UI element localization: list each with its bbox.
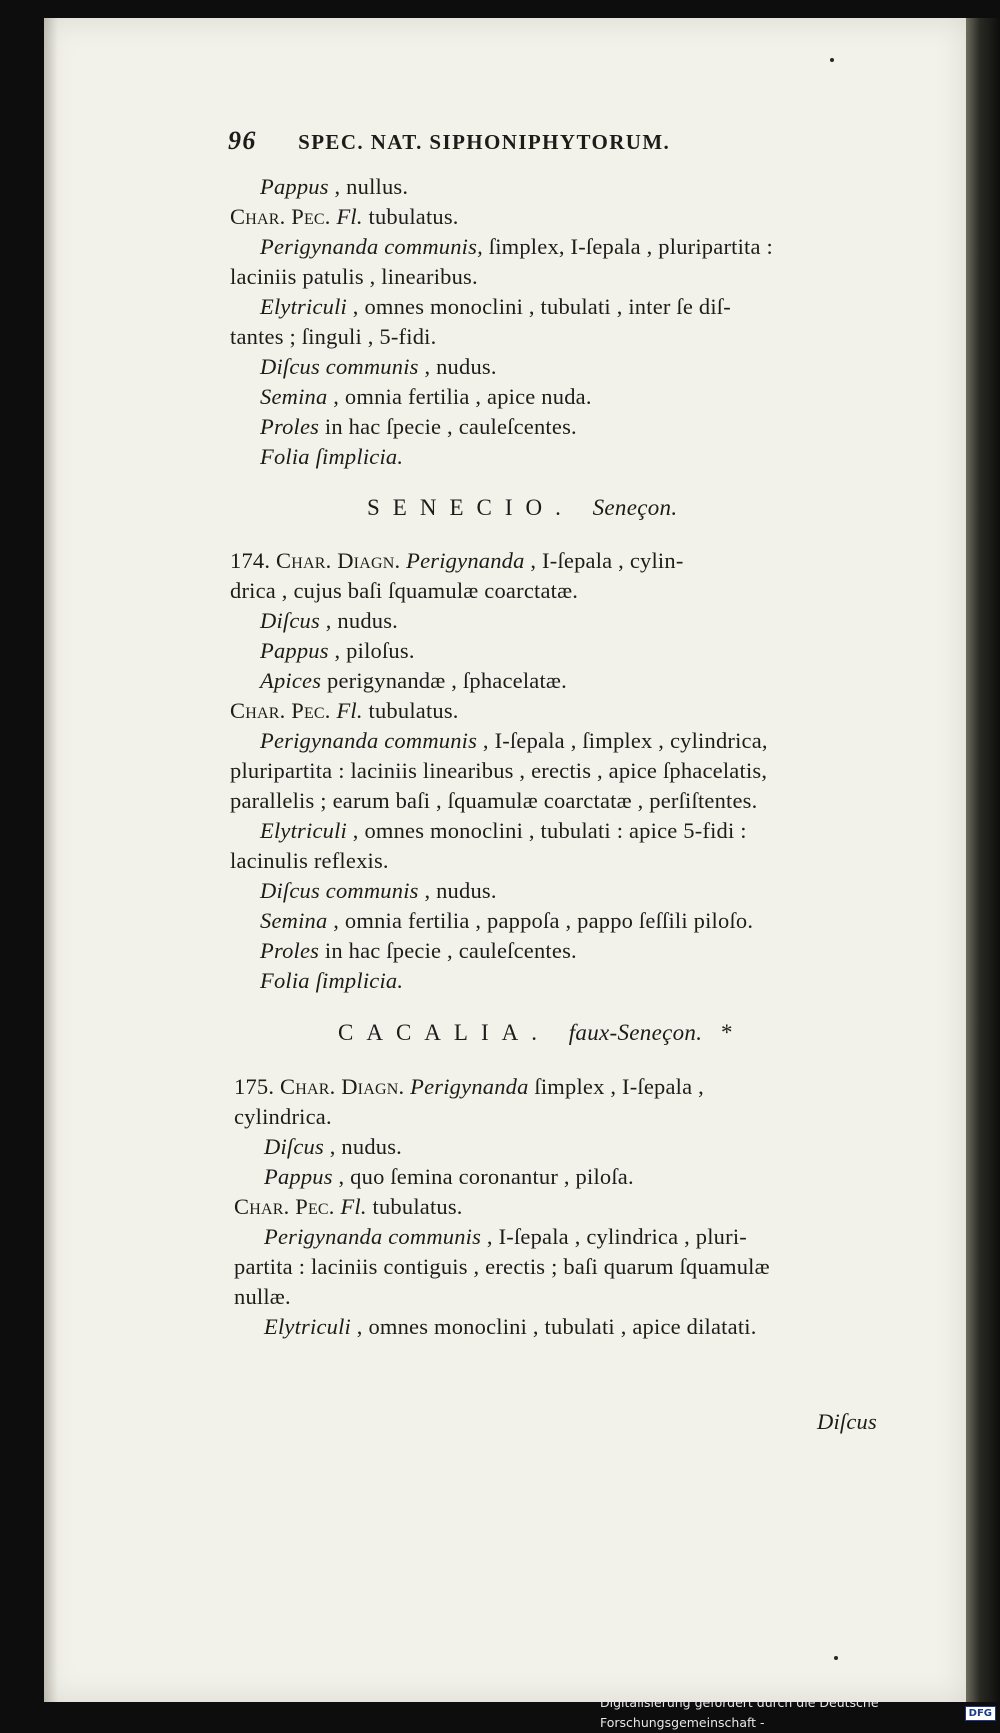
text-line xyxy=(234,1192,463,1222)
book-page xyxy=(44,18,966,1702)
text-segment: , omnes monoclini , tubulati , inter ſe diſ- xyxy=(346,294,731,319)
italic-term: Pappus xyxy=(260,638,329,663)
italic-term: Seneçon. xyxy=(592,495,678,520)
text-line xyxy=(260,292,731,322)
italic-term: Elytriculi xyxy=(260,818,347,843)
italic-term: Diſcus xyxy=(260,608,320,633)
italic-term: Diſcus communis xyxy=(260,354,419,379)
ink-speck xyxy=(830,58,834,62)
italic-term: Fl. xyxy=(336,204,363,229)
text-line xyxy=(260,936,577,966)
text-segment: CACALIA. xyxy=(338,1020,569,1045)
text-segment: in hac ſpecie , cauleſcentes. xyxy=(319,938,577,963)
italic-term: Apices xyxy=(260,668,322,693)
italic-term: Perigynanda communis, xyxy=(260,234,483,259)
text-line xyxy=(260,966,403,996)
text-segment: , piloſus. xyxy=(328,638,415,663)
text-line xyxy=(264,1162,634,1192)
genus-heading xyxy=(367,493,677,523)
text-segment: laciniis patulis , linearibus. xyxy=(230,264,478,289)
text-line xyxy=(230,322,436,352)
smallcaps-label: Char. Diagn. xyxy=(276,548,407,573)
italic-term: Proles xyxy=(260,414,320,439)
text-line xyxy=(230,546,684,576)
text-segment: * xyxy=(702,1020,746,1045)
italic-term: Semina xyxy=(260,908,328,933)
text-line xyxy=(264,1312,757,1342)
text-segment: , quo ſemina coronantur , piloſa. xyxy=(332,1164,634,1189)
text-line xyxy=(260,666,567,696)
text-line xyxy=(234,1252,770,1282)
text-line xyxy=(260,816,747,846)
text-line xyxy=(230,262,478,292)
italic-term: Perigynanda xyxy=(410,1074,529,1099)
text-segment: lacinulis reflexis. xyxy=(230,848,389,873)
genus-heading xyxy=(338,1018,746,1048)
text-segment: cylindrica. xyxy=(234,1104,332,1129)
text-segment: tantes ; ſinguli , 5-fidi. xyxy=(230,324,437,349)
italic-term: Fl. xyxy=(336,698,363,723)
text-segment: , nudus. xyxy=(418,354,497,379)
text-segment: ſimplex , I-ſepala , xyxy=(528,1074,704,1099)
page-number: 96 xyxy=(228,126,257,155)
italic-term: Diſcus xyxy=(264,1134,324,1159)
smallcaps-label: Char. Pec. xyxy=(234,1194,341,1219)
italic-term: Perigynanda xyxy=(406,548,525,573)
text-segment: , nudus. xyxy=(319,608,399,633)
italic-term: faux-Seneçon. xyxy=(568,1020,703,1045)
text-line xyxy=(260,232,773,262)
italic-term: Elytriculi xyxy=(260,294,347,319)
text-segment: 175. xyxy=(234,1074,280,1099)
smallcaps-label: Char. Pec. xyxy=(230,698,337,723)
text-segment: SENECIO. xyxy=(367,495,593,520)
italic-term: Perigynanda communis xyxy=(260,728,478,753)
catchword: Diſcus xyxy=(817,1409,877,1434)
italic-term: Perigynanda communis xyxy=(264,1224,482,1249)
text-line xyxy=(230,846,389,876)
text-line xyxy=(260,606,398,636)
running-head xyxy=(228,126,670,157)
text-segment: , I-ſepala , cylin- xyxy=(524,548,684,573)
text-segment: in hac ſpecie , cauleſcentes. xyxy=(319,414,577,439)
digitization-footer xyxy=(600,1695,1000,1730)
text-line xyxy=(230,576,578,606)
text-line xyxy=(260,636,415,666)
italic-term: Semina xyxy=(260,384,328,409)
text-segment: tubulatus. xyxy=(362,698,459,723)
italic-term: Folia ſimplicia. xyxy=(260,444,404,469)
text-segment: 174. xyxy=(230,548,276,573)
text-line xyxy=(230,696,459,726)
text-segment: , nudus. xyxy=(323,1134,403,1159)
italic-term: Pappus xyxy=(260,174,329,199)
text-segment: , omnia fertilia , apice nuda. xyxy=(327,384,592,409)
text-line xyxy=(260,876,497,906)
text-segment: tubulatus. xyxy=(366,1194,463,1219)
text-segment: , omnes monoclini , tubulati : apice 5-fidi : xyxy=(346,818,747,843)
text-segment: , nullus. xyxy=(328,174,409,199)
text-line xyxy=(234,1282,291,1312)
text-line xyxy=(230,756,767,786)
text-segment: , omnia fertilia , pappoſa , pappo ſeſſili piloſo. xyxy=(327,908,754,933)
italic-term: Fl. xyxy=(340,1194,367,1219)
text-line xyxy=(260,726,768,756)
text-line xyxy=(260,442,403,472)
text-line xyxy=(234,1102,332,1132)
text-segment: nullæ. xyxy=(234,1284,291,1309)
text-line xyxy=(260,382,592,412)
text-line xyxy=(260,352,497,382)
text-segment: drica , cujus baſi ſquamulæ coarctatæ. xyxy=(230,578,579,603)
text-line xyxy=(230,202,459,232)
text-segment: partita : laciniis contiguis , erectis ; baſi quarum ſquamulæ xyxy=(234,1254,770,1279)
text-line xyxy=(230,786,757,816)
ink-speck xyxy=(834,1656,838,1660)
dfg-logo-icon: DFG xyxy=(965,1706,996,1721)
italic-term: Folia ſimplicia. xyxy=(260,968,404,993)
book-edge xyxy=(966,18,1000,1702)
running-title: SPEC. NAT. SIPHONIPHYTORUM. xyxy=(298,130,671,154)
text-segment: , omnes monoclini , tubulati , apice dilatati. xyxy=(350,1314,757,1339)
text-line xyxy=(264,1132,402,1162)
text-line xyxy=(260,906,753,936)
italic-term: Elytriculi xyxy=(264,1314,351,1339)
italic-term: Pappus xyxy=(264,1164,333,1189)
text-line xyxy=(260,172,408,202)
text-line xyxy=(234,1072,704,1102)
text-segment: perigynandæ , ſphacelatæ. xyxy=(321,668,567,693)
text-segment: , I-ſepala , cylindrica , pluri- xyxy=(481,1224,747,1249)
text-line xyxy=(264,1222,747,1252)
text-line xyxy=(260,412,577,442)
smallcaps-label: Char. Pec. xyxy=(230,204,337,229)
footer-credit: Digitalisierung gefördert durch die Deutsche Forschungsgemeinschaft - xyxy=(600,1695,879,1730)
smallcaps-label: Char. Diagn. xyxy=(280,1074,411,1099)
italic-term: Diſcus communis xyxy=(260,878,419,903)
text-segment: ſimplex, I-ſepala , pluripartita : xyxy=(482,234,773,259)
text-segment: parallelis ; earum baſi , ſquamulæ coarctatæ , perſiſtentes. xyxy=(230,788,758,813)
text-segment: , I-ſepala , ſimplex , cylindrica, xyxy=(477,728,768,753)
text-segment: pluripartita : laciniis linearibus , erectis , apice ſphacelatis, xyxy=(230,758,768,783)
text-segment: , nudus. xyxy=(418,878,497,903)
text-segment: tubulatus. xyxy=(362,204,459,229)
italic-term: Proles xyxy=(260,938,320,963)
